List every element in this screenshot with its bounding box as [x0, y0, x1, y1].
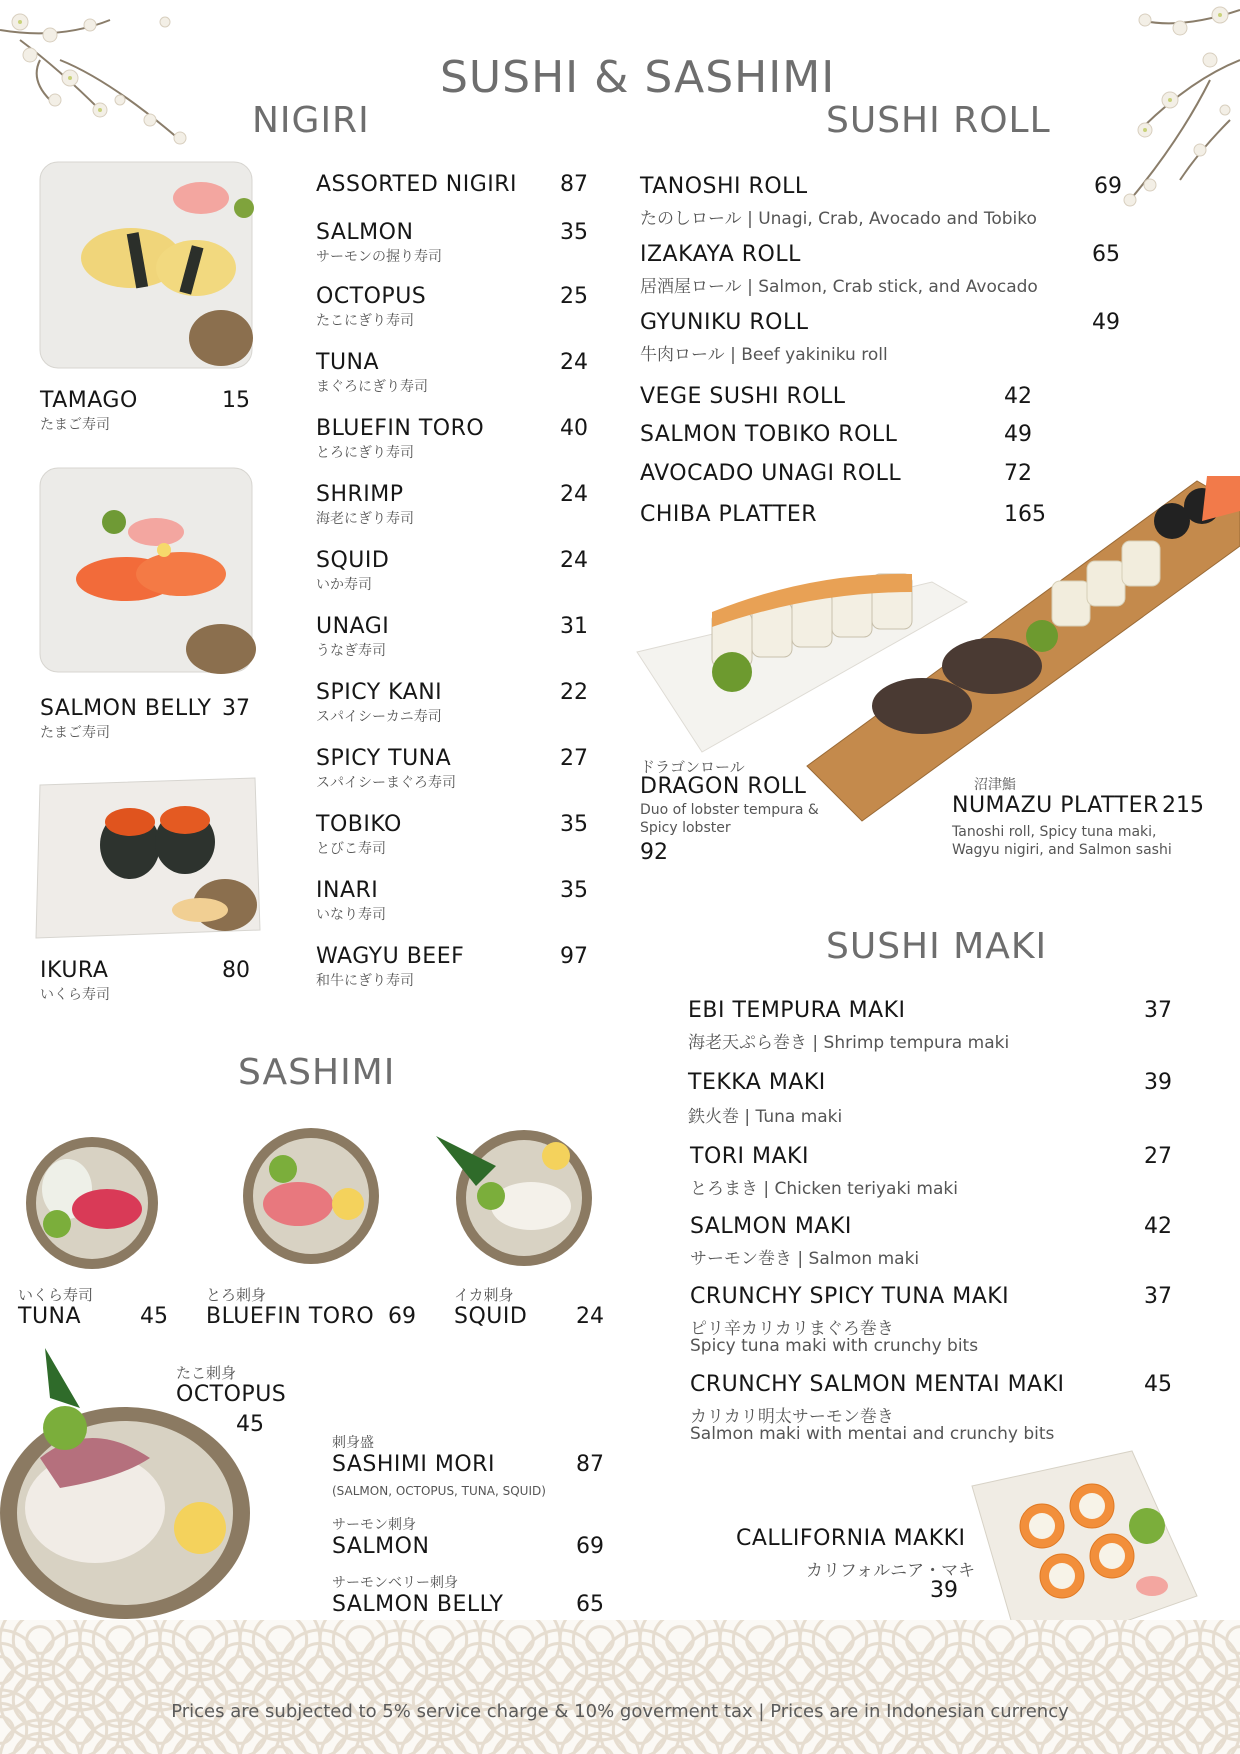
nigiri-item-sub: サーモンの握り寿司	[316, 249, 442, 265]
maki-item-price: 37	[1144, 1284, 1172, 1309]
sashimi-item-price: 87	[576, 1452, 604, 1477]
salmon-belly-name: SALMON BELLY	[40, 696, 212, 721]
roll-item-price: 49	[1004, 422, 1032, 447]
nigiri-item-name: SPICY KANI	[316, 680, 443, 705]
squid-sashimi-price: 24	[576, 1304, 604, 1329]
roll-item-price: 49	[1092, 310, 1120, 335]
nigiri-item-sub: 海老にぎり寿司	[316, 511, 414, 527]
bluefin-toro-sashimi-name: BLUEFIN TORO	[206, 1304, 375, 1329]
numazu-platter-photo	[802, 476, 1240, 822]
ikura-sub: いくら寿司	[40, 987, 110, 1003]
numazu-platter-desc-2: Wagyu nigiri, and Salmon sashi	[952, 842, 1172, 858]
nigiri-item-sub: とろにぎり寿司	[316, 445, 414, 461]
nigiri-item-sub: スパイシーまぐろ寿司	[316, 775, 456, 791]
roll-item-name: TANOSHI ROLL	[640, 174, 808, 199]
maki-item-name: SALMON MAKI	[690, 1214, 852, 1239]
sushi-maki-section-title: SUSHI MAKI	[826, 926, 1048, 967]
maki-item-desc-2: Spicy tuna maki with crunchy bits	[690, 1336, 979, 1356]
maki-item-desc: とろまき | Chicken teriyaki maki	[690, 1179, 958, 1199]
roll-item-price: 69	[1094, 174, 1122, 199]
tamago-price: 15	[222, 388, 250, 413]
wave-pattern-band	[0, 1620, 1240, 1754]
nigiri-item-name: ASSORTED NIGIRI	[316, 172, 518, 197]
bluefin-toro-sashimi-price: 69	[388, 1304, 416, 1329]
nigiri-item-name: TUNA	[316, 350, 380, 375]
nigiri-item-sub: いなり寿司	[316, 907, 386, 923]
maki-item-name: EBI TEMPURA MAKI	[688, 998, 906, 1023]
tamago-name: TAMAGO	[40, 388, 138, 413]
sashimi-section-title: SASHIMI	[238, 1052, 396, 1093]
nigiri-item-price: 35	[560, 812, 588, 837]
roll-item-price: 65	[1092, 242, 1120, 267]
maki-item-desc: 鉄火巻 | Tuna maki	[688, 1107, 843, 1127]
ikura-nigiri-photo	[30, 770, 266, 948]
maki-item-name: CRUNCHY SALMON MENTAI MAKI	[690, 1372, 1065, 1397]
nigiri-item-price: 24	[560, 548, 588, 573]
california-maki-price: 39	[930, 1578, 958, 1603]
dragon-roll-price: 92	[640, 840, 668, 865]
nigiri-item-price: 35	[560, 878, 588, 903]
nigiri-item-sub: いか寿司	[316, 577, 372, 593]
roll-item-desc: 居酒屋ロール | Salmon, Crab stick, and Avocado	[640, 277, 1038, 297]
maki-item-price: 37	[1144, 998, 1172, 1023]
cherry-blossom-decoration-left	[0, 0, 200, 150]
roll-item-desc: 牛肉ロール | Beef yakiniku roll	[640, 345, 888, 365]
nigiri-item-sub: とびこ寿司	[316, 841, 386, 857]
nigiri-item-sub: たこにぎり寿司	[316, 313, 414, 329]
nigiri-item-sub: 和牛にぎり寿司	[316, 973, 414, 989]
bluefin-toro-sashimi-jp: とろ刺身	[206, 1286, 267, 1304]
california-maki-name: CALLIFORNIA MAKKI	[736, 1526, 966, 1551]
maki-item-desc: 海老天ぷら巻き | Shrimp tempura maki	[688, 1033, 1010, 1053]
salmon-belly-sub: たまご寿司	[40, 725, 110, 741]
roll-item-name: AVOCADO UNAGI ROLL	[640, 461, 902, 486]
nigiri-item-price: 97	[560, 944, 588, 969]
nigiri-item-name: UNAGI	[316, 614, 390, 639]
octopus-sashimi-price: 45	[236, 1412, 264, 1437]
tuna-sashimi-price: 45	[140, 1304, 168, 1329]
roll-item-price: 165	[1004, 502, 1046, 527]
maki-item-price: 45	[1144, 1372, 1172, 1397]
sashimi-item-name: SALMON BELLY	[332, 1592, 504, 1617]
page-title: SUSHI & SASHIMI	[440, 52, 836, 103]
maki-item-desc: サーモン巻き | Salmon maki	[690, 1249, 920, 1269]
nigiri-item-price: 22	[560, 680, 588, 705]
numazu-platter-desc-1: Tanoshi roll, Spicy tuna maki,	[952, 824, 1157, 840]
maki-item-name: TORI MAKI	[690, 1144, 809, 1169]
nigiri-item-sub: スパイシーカニ寿司	[316, 709, 442, 725]
nigiri-item-sub: まぐろにぎり寿司	[316, 379, 428, 395]
nigiri-item-price: 25	[560, 284, 588, 309]
bluefin-toro-sashimi-photo	[238, 1124, 384, 1268]
salmon-belly-nigiri-photo	[36, 464, 260, 678]
nigiri-item-name: BLUEFIN TORO	[316, 416, 485, 441]
maki-item-price: 39	[1144, 1070, 1172, 1095]
numazu-platter-price: 215	[1162, 793, 1204, 818]
maki-item-desc: カリカリ明太サーモン巻き	[690, 1407, 894, 1427]
tuna-sashimi-jp: いくら寿司	[18, 1286, 94, 1304]
squid-sashimi-jp: イカ刺身	[454, 1286, 514, 1304]
nigiri-item-sub: うなぎ寿司	[316, 643, 386, 659]
sashimi-item-jp: 刺身盛	[332, 1435, 374, 1451]
numazu-platter-jp: 沼津鮨	[974, 777, 1016, 793]
sashimi-item-price: 69	[576, 1534, 604, 1559]
roll-item-name: GYUNIKU ROLL	[640, 310, 809, 335]
dragon-roll-desc-2: Spicy lobster	[640, 820, 731, 836]
sashimi-item-jp: サーモンベリー刺身	[332, 1575, 458, 1591]
ikura-name: IKURA	[40, 958, 109, 983]
nigiri-item-name: SHRIMP	[316, 482, 404, 507]
nigiri-item-price: 24	[560, 482, 588, 507]
sushi-roll-section-title: SUSHI ROLL	[826, 100, 1051, 141]
sashimi-item-price: 65	[576, 1592, 604, 1617]
ikura-price: 80	[222, 958, 250, 983]
nigiri-item-price: 27	[560, 746, 588, 771]
nigiri-section-title: NIGIRI	[252, 100, 370, 141]
tuna-sashimi-name: TUNA	[18, 1304, 82, 1329]
squid-sashimi-name: SQUID	[454, 1304, 528, 1329]
tuna-sashimi-photo	[22, 1134, 162, 1272]
footer-note: Prices are subjected to 5% service charge & 10% goverment tax | Prices are in Indonesian currency	[171, 1701, 1069, 1722]
octopus-sashimi-name: OCTOPUS	[176, 1382, 287, 1407]
tamago-nigiri-photo	[36, 158, 260, 376]
nigiri-item-price: 31	[560, 614, 588, 639]
roll-item-desc: たのしロール | Unagi, Crab, Avocado and Tobiko	[640, 209, 1037, 229]
nigiri-item-name: INARI	[316, 878, 379, 903]
dragon-roll-desc-1: Duo of lobster tempura &	[640, 802, 819, 818]
numazu-platter-name: NUMAZU PLATTER	[952, 793, 1159, 818]
sashimi-item-name: SALMON	[332, 1534, 430, 1559]
nigiri-item-name: SQUID	[316, 548, 390, 573]
nigiri-item-name: OCTOPUS	[316, 284, 427, 309]
roll-item-price: 42	[1004, 384, 1032, 409]
nigiri-item-name: TOBIKO	[316, 812, 402, 837]
nigiri-item-name: SPICY TUNA	[316, 746, 452, 771]
sashimi-item-name: SASHIMI MORI	[332, 1452, 495, 1477]
roll-item-name: SALMON TOBIKO ROLL	[640, 422, 898, 447]
octopus-sashimi-jp: たこ刺身	[176, 1364, 237, 1382]
tamago-sub: たまご寿司	[40, 417, 110, 433]
sashimi-item-note: (SALMON, OCTOPUS, TUNA, SQUID)	[332, 1484, 546, 1498]
nigiri-item-name: SALMON	[316, 220, 414, 245]
roll-item-name: CHIBA PLATTER	[640, 502, 818, 527]
maki-item-desc-2: Salmon maki with mentai and crunchy bits	[690, 1424, 1055, 1444]
roll-item-name: IZAKAYA ROLL	[640, 242, 801, 267]
squid-sashimi-photo	[436, 1126, 594, 1268]
dragon-roll-name: DRAGON ROLL	[640, 774, 807, 799]
maki-item-desc: ピリ辛カリカリまぐろ巻き	[690, 1319, 894, 1339]
roll-item-price: 72	[1004, 461, 1032, 486]
nigiri-item-name: WAGYU BEEF	[316, 944, 465, 969]
nigiri-item-price: 87	[560, 172, 588, 197]
nigiri-item-price: 24	[560, 350, 588, 375]
california-maki-jp: カリフォルニア・マキ	[806, 1561, 976, 1581]
salmon-belly-price: 37	[222, 696, 250, 721]
cherry-blossom-decoration-right	[1030, 0, 1240, 210]
sashimi-item-jp: サーモン刺身	[332, 1517, 416, 1533]
dragon-roll-jp: ドラゴンロール	[640, 758, 745, 776]
maki-item-name: TEKKA MAKI	[688, 1070, 826, 1095]
roll-item-name: VEGE SUSHI ROLL	[640, 384, 846, 409]
nigiri-item-price: 35	[560, 220, 588, 245]
nigiri-item-price: 40	[560, 416, 588, 441]
maki-item-price: 42	[1144, 1214, 1172, 1239]
maki-item-name: CRUNCHY SPICY TUNA MAKI	[690, 1284, 1010, 1309]
maki-item-price: 27	[1144, 1144, 1172, 1169]
